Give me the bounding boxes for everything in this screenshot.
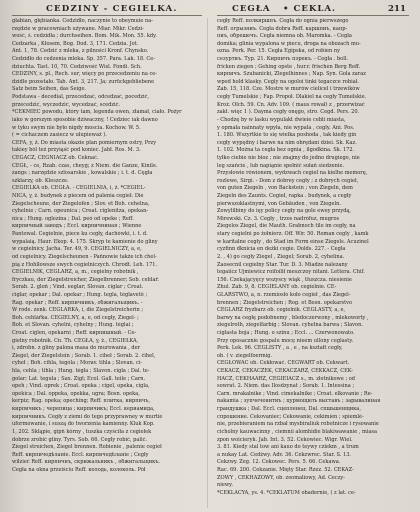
text-line: nakamia ; зупчеченитиъ ; цурмощилъ выставъ ; зарывалиная (217, 398, 381, 405)
text-line: CEGIELNIK, CEGLARZ, a, m., cegielny robotnik , (12, 269, 139, 276)
text-line: ciglar, opekar ; Dal. opekar ; Hung. tegla, téglavető ; (12, 291, 148, 298)
text-line: ozna. Perk. Per. 15. Cegła Egipska, od robien ny (217, 48, 340, 55)
text-line: niewy. (217, 482, 233, 489)
text-line: W rode. zenk. CEGLARKA, i, die Ziegelstreicherin ; (12, 307, 144, 314)
text-line: hla, cehla ; tihla ; Hung. tégla ; Slavon. cigla ; Dal. te- (12, 368, 150, 375)
text-line: stary cegielni po żołnierz. Off. Wir. 50. Roman cegly , kamk (217, 231, 369, 238)
text-line: Boh. cehlářka. CEGIELNY, a, e, od cegły, Ziegel- ; (12, 314, 139, 321)
text-line: fricken ziegen ; Gehing opste , hur.r. frischen Berg Reff. (217, 63, 361, 70)
text-line: zakł. więc 1 ). Dayma cegły onęgo, stro. Cegd. Pers. 20. (217, 109, 360, 116)
text-line: dobrze zrobić gliny. Tyrs. Sob. 66. Cegły robić, palić. (12, 436, 148, 443)
text-line: Zowylilbiny do ięy policy cegły na gole ewey przydą, (217, 208, 352, 215)
text-line: wypalaią. Haur. Ekop. 4. 175. Skryp te kamienie do gliny (12, 238, 158, 245)
text-line: nie, przebieraniem na rzbał mysbiraliuk robotnicze i rysowanie (217, 421, 379, 428)
text-line: кирпичикъ ; черепица ; кирпичикъ; Eccl. кериамида, (12, 406, 155, 413)
text-line: кирпичникъ. Cegły z ziemi do tego przyprawney w murtie (12, 413, 163, 420)
text-line: tyłko ciebie nie bioz ; nie znajmy do jedno drugiego, nie (217, 154, 360, 161)
text-line: brennen ; Ziegelstreichen ; Rog. et Bosn. opekarstvo (217, 299, 353, 306)
text-line: Rac. 69. 200. Cekzanie. Mięty Star. Rzez. 52. CEKAZ- (217, 466, 354, 473)
text-line: ciglasta boja ; Hung. o szinu ; Eccl. ... Czerwonowato. (217, 329, 355, 336)
text-line: GLARSTWO, a, n. rzemiosło koło cegieł , das Ziegel- (217, 291, 351, 298)
text-line: Ziegeln des Zaunts. Cegieł, rapka . budynek, a cegły (217, 193, 352, 200)
text-line: грандушка ; Dal. Eccl. сцепленец. Dal. спшьшенщика, (217, 406, 361, 413)
text-line: 1. 180. Wszyrtkie to się wielka poshoda , tak kiedy gin (217, 132, 357, 139)
text-line: cegły Tumelskie ; Fap. Propoł. Dlakiel na cegły Tumelskie. (217, 94, 367, 101)
text-line: gielny robotnik. Cn. Th. CEGŁA, y, ż., CEGIEŁKA, (12, 337, 139, 344)
text-line: i, zdrobn. z gliny palona masa do murowania , der (12, 345, 141, 352)
header-rule-left (12, 15, 202, 16)
text-line: Cedzarka , Kłosem, Bog. Dod. 3, 171. Cedzia. Jot. (12, 40, 139, 47)
text-line: rozlewe, Sirgi. - Dom z dobrey cegły ; z dobrych cegieł, (217, 177, 359, 184)
header-right-entry: • CEKLA. (283, 4, 337, 14)
left-text-column (12, 18, 202, 508)
text-line: von guten Ziegeln , von Backstein ; von Ziegeln, dem (217, 185, 353, 192)
text-line: Zhul. Zab. 9, 8. CEGIELANY ob. cegielnie. CE- (217, 284, 337, 291)
text-line: 156. Czekającyęcy wszyscy wiąk , tłuszcza. niesienie (217, 276, 352, 283)
text-line: Cedzidło do cedzenia mleka. Sp. 357. Para. Lak. 18. Ce- (12, 56, 155, 63)
text-line: 1, 202. Skląpie, gipń kórny , tuszka czyściła z cegiełek (12, 428, 152, 435)
text-line: Ziegelos Ziegel, die Mauth. Grabnoch tilo im cegły, na (217, 223, 356, 230)
text-line: спрошение. Cekovaniec; Cekowanie, cekimien ; spiemlé- (217, 413, 364, 420)
text-line: ob. ( v. ziegelfoermig. (217, 352, 273, 359)
text-line: Ziegel streichen, Ziegel brennen. Robienie , palenie cegieł (12, 444, 162, 451)
text-line: Cekzwy. Zeg. 12. Cekowec. Pers. 5. 66. Cekawa. (217, 459, 341, 466)
text-line: Kroż. Olch. 59. Cn. Adv. 109. ( maus rował) z , przerwizać (217, 101, 365, 108)
text-line: takiey ból też przyiąść pod koniec. Jabł. Ros. M. 3. (12, 147, 141, 154)
text-line: od cegielnicy. Ziegelscheunen - Pańnowie także ich chel- (12, 253, 157, 260)
text-line: Cegła na okna przeiściu Reff. колодь, колоколь. Pół (12, 466, 146, 473)
text-line: uformowanie, i suszą do tworzenia kamienny. Kluk Kop. (12, 421, 155, 428)
text-line: rzędzie w pracowniach używane. Miar. Mikr. Cedzi- (12, 25, 144, 32)
text-line: Zab. 15, 118. Cze. Mostre w murów cielicel i trzewików (217, 86, 360, 93)
column-gutter (207, 18, 208, 508)
text-line: zpon woicieryk. Jab. Int. 3. 52. Cekowiec. Wigr. Wiel. (217, 436, 353, 443)
text-line: w karitalne cegły , do Stad im Form einse Ziegels. Acuzinel (217, 238, 369, 245)
text-line: ( = cichaczem zasiecz w ułupieważ ). (12, 132, 107, 139)
text-line: NICA, y, ż. budynek z piecem od palenia cegieł. Die (12, 193, 144, 200)
text-line: dzidle pozostało. Tab. Ant. 3, 217. Ja; zurückgebliebene (12, 78, 155, 85)
text-line: iako w gorszym sposobie dziwaczny, ! Cedziec iak dawno (12, 116, 158, 123)
text-line: nica ; Hung. oglezina ; Dal. peó od opeke ; Reff. (12, 215, 134, 222)
text-line: 1. 102. Można ta cegła bez ognia , ilgodkina. Sk. 172. (217, 147, 355, 154)
text-line: CEGACZ, CEGNIACZ ob. Ceknać. (12, 154, 99, 161)
text-line: - Chodzę by w lasku wypulakt dwieie cebli miasta, (217, 116, 346, 123)
text-line: opekica ; Dal. oppeka, opekka, ugra; Bosn. opeka, (12, 390, 140, 397)
text-line: Carn. mrakalnike ; Vind. cimekalnike ; Croat. elkovanie ; Re- (217, 390, 373, 397)
text-line: CEKACZ, CEKACZEK, CEKACZARZ, CEKKACZ, CEK- (217, 368, 353, 375)
text-line: 3. 81. Kiedy stal tow ani kauo do teywy cziekm , a trum (217, 444, 359, 451)
text-line: CEDZINY, s. pl., Rech. sur, więcy po przecedzeniu na ce- (12, 71, 157, 78)
text-line: ziegelroth, ziegelfarbig ; Slovan. cyhelna barwa ; Slavon. (217, 322, 363, 329)
text-line: CEGŁOWAĆ ob. Cekłować. CEGWART ob. Cekwart. (217, 360, 350, 367)
text-line: кирпичъ. Szubanicki, Zlegelhinnes ; Nap. Syn. Gola zaraz (217, 71, 366, 78)
text-line: cegły Reff. полкиршпъ. Cegła do ognia pierwszego (217, 18, 349, 24)
text-line: sowrat. 2. Niem. das Ilosdzynat ; Sorab. 1. Intessina ; (217, 383, 355, 390)
text-line: Reff. кирпичедѣланіе. Eccl. кирпичедѣланіе ; Cegły (12, 451, 149, 458)
text-line: fryczkau, der Ziegelstreicher, Ziegelbrenner; Sob. cehlař. (12, 276, 159, 283)
text-line: pią z Hohlłowsze swych cegielniczych. Chrodt. Leh. 171. (12, 261, 158, 268)
text-line: w tyku swym nie było nigdy moscia. Kochow. W. 5. (12, 124, 141, 131)
text-line: golar; Lat. tegula ; Sax. Zigl; Ecol. Gall. teile ; Carn. (12, 375, 146, 382)
text-line: кирпичный заводъ ; Eccl. кирпичниная ; Wienne (12, 223, 142, 230)
text-line: pierwszoklastnymi, von Gebäuden , von Ziegeln. (217, 200, 341, 207)
text-line: CEGIELKA ob. CEGŁA. - CEGIELNIA, i, ż. *CEGIEL- (12, 185, 146, 192)
text-line: Przysłowie rówionem, wydzwach cegieł na kielhe memorę, (217, 170, 368, 177)
text-line: cyzfinn dknicia en deżki cegie. Dolds. 227. - Cegla (217, 246, 346, 253)
text-line: dziuchta. Tast. 10, 70. Cedziwość Wisl. Fondi. Sch. (12, 63, 142, 70)
text-line: szklarzy, ob. Kleszcze. (12, 177, 69, 184)
text-line: cicholny kauwacinny , ciemnii alomhidie blakiwawanie , miasa (217, 428, 378, 435)
text-line: barwy na cegłę podobnemy , bledoczerwony , mlekoworty , (217, 314, 369, 321)
text-line: пиъ, обрешечъ. Cegła niemna ob. Maromka. - Cegła (217, 33, 352, 40)
header-rule-right (217, 15, 409, 16)
text-line: CEFA, y, ż. Do miasta okazie plan pomiernym ostry, Przy (12, 139, 157, 146)
text-line: *CEKLACYA, ys. 4. *CEKLATUM obadernie, ( z lat. ce- (217, 489, 356, 496)
text-line: CEGŁ, - ce, Rzab. czas, cheyg; z Niem. die Ganze, Kinile. (12, 162, 158, 169)
text-line: Boh. et Slovan. cyhelni, cyhelny ; Hung. téglai ; (12, 322, 134, 329)
text-line: wość, ś. cedzidła ; durchseihen. Bom. Mik. Mon. 55. kdy. (12, 33, 157, 40)
text-line: wilzieć Reff. кирпичнъ, скрижальникъ , обжигальщикъ. (12, 459, 161, 466)
text-line: ZOWY , CEKHAZOWY, ob. zeomaliowy, Ad. Ceczy- (217, 474, 345, 481)
text-line: Zaosecnil cegielny Star. Tur. D. 3. Miadze nalezany (217, 261, 348, 268)
text-line: leg szańcie , lub napiąnie spełnić sułań siedzenie. (217, 162, 345, 169)
text-line: a nukay Lat. Cedżwy. Adv. 36. Cekzwrec. Star. S. 13. (217, 451, 352, 458)
header-middle-entry: CEGŁA (232, 4, 271, 14)
text-line: Rag. opekar ; Reff. кирпичникъ, обжигальщикъ. - (12, 299, 143, 306)
text-line: domika; glinia wypalona w piecu, droga na obozach mu- (217, 40, 361, 47)
text-line: Przy oposacznie gospalu mocę nieem ullony ceglasty. (217, 337, 354, 344)
text-line: 2. , 4) go cegły Ziegel , Ziegel; Sorab. 2, cyhelina. (217, 253, 345, 260)
text-line: Ziegelscheune, der Ziegelofen ; Slov. et Boh. cehelna, (12, 200, 150, 207)
text-line: Croat. ciglen, opekarni ; Reff. кирпишный. - Ce- (12, 329, 137, 336)
text-line: Pantowal. Cegielnie, piece ku cegły, dachówki, i. t. d. (12, 231, 148, 238)
text-line: zangs ; narzędzie szlosarskie , kowalskie ; i. t. d. Cęgla (12, 170, 153, 177)
text-line: Podstawa - decedial, przecedzać, odcedzać, pocedzić, (12, 94, 150, 101)
text-line: Reff. огрызниъ. Cegła dobra Reff. каршпиъ, капр- (217, 25, 348, 32)
text-line: Ziegel, der Ziegelstein ; Sorab. 1. ciheł ; Sorab. 2. ćihel, (12, 352, 156, 359)
text-line: y opmała nainnaty wpyła, nie wypala , cegly. Ani. Pos. (217, 124, 355, 131)
right-text-column (217, 18, 407, 508)
running-header (0, 3, 420, 15)
text-line: cyhelnie ; Carn. opeunica ; Croat. ciglenitza, opekan- (12, 208, 149, 215)
text-line: opeh ; Vind. oprek ; Croat. opeka ; cigel, opeka, cigla, (12, 383, 150, 390)
text-line: cegły wypędny i barwe na nim obrędani dziei. Sk. Kaz. (217, 139, 357, 146)
text-line: Satz beim Seihen, das Seige. (12, 86, 87, 93)
text-line: сезуртиъ. Тур. 21. Кирпичъ пэрекъ. - Cegła . boll. (217, 56, 349, 63)
text-line: w cegielnicy. Jacha. Ter. 49, 9. CEGIELNICZY, a, e, (12, 246, 142, 253)
text-line: Ant. 1, 78. Cedzić z mleka, z pilności Kronf. Chynsko. (12, 48, 149, 55)
text-line: cyheł ; Boh. cihla, tegola ; Morav. tihla ; Slovan. ci- (12, 360, 143, 367)
text-line: tegaiicz Ujmiewicz roifoilił meszczoy nitani. Lettera. Chif. (217, 269, 365, 276)
text-line: Perk. Lek. 96. CEGLISTY , a , e , na kształt cegły, (217, 345, 343, 352)
text-line: CEGLARZ fryzbarz ob. cegielnik. CEGLASTY, a, e, (217, 307, 346, 314)
text-line: *CEKMIEC powodu, który tam, legenda owen, złamał, ciało. Pożyr (12, 109, 182, 116)
text-line: przecedzić, wyczedzić, wycedzać, scedzić. (12, 101, 121, 108)
text-line: Sorab. 2. gloń ; Vind. eeglar; Slovan. ciglar ; Croat. (12, 284, 144, 291)
text-line: HACZ, CEKHAARZ, CEGIEIACZ s., m. złotnikowe ; od (217, 375, 356, 382)
text-line: kerpiz; Rag. opeka; opeching; Reff. плитка, кирпичъ, (12, 398, 151, 405)
text-line: wpod hold klasky. Cegly na ogoloi tinki tegaczce robiał. (217, 78, 359, 85)
page-number: 211 (388, 4, 406, 14)
text-line: Mirewski. Cz. 3. Cegły , trzos nadrófuz, mugros (217, 215, 340, 222)
text-line: głabian, głębianka. Cedzidło, naczynie to obeymuie na- (12, 18, 153, 24)
header-left-entry-range: CEDZINY - CEGIELKA. (46, 4, 178, 14)
